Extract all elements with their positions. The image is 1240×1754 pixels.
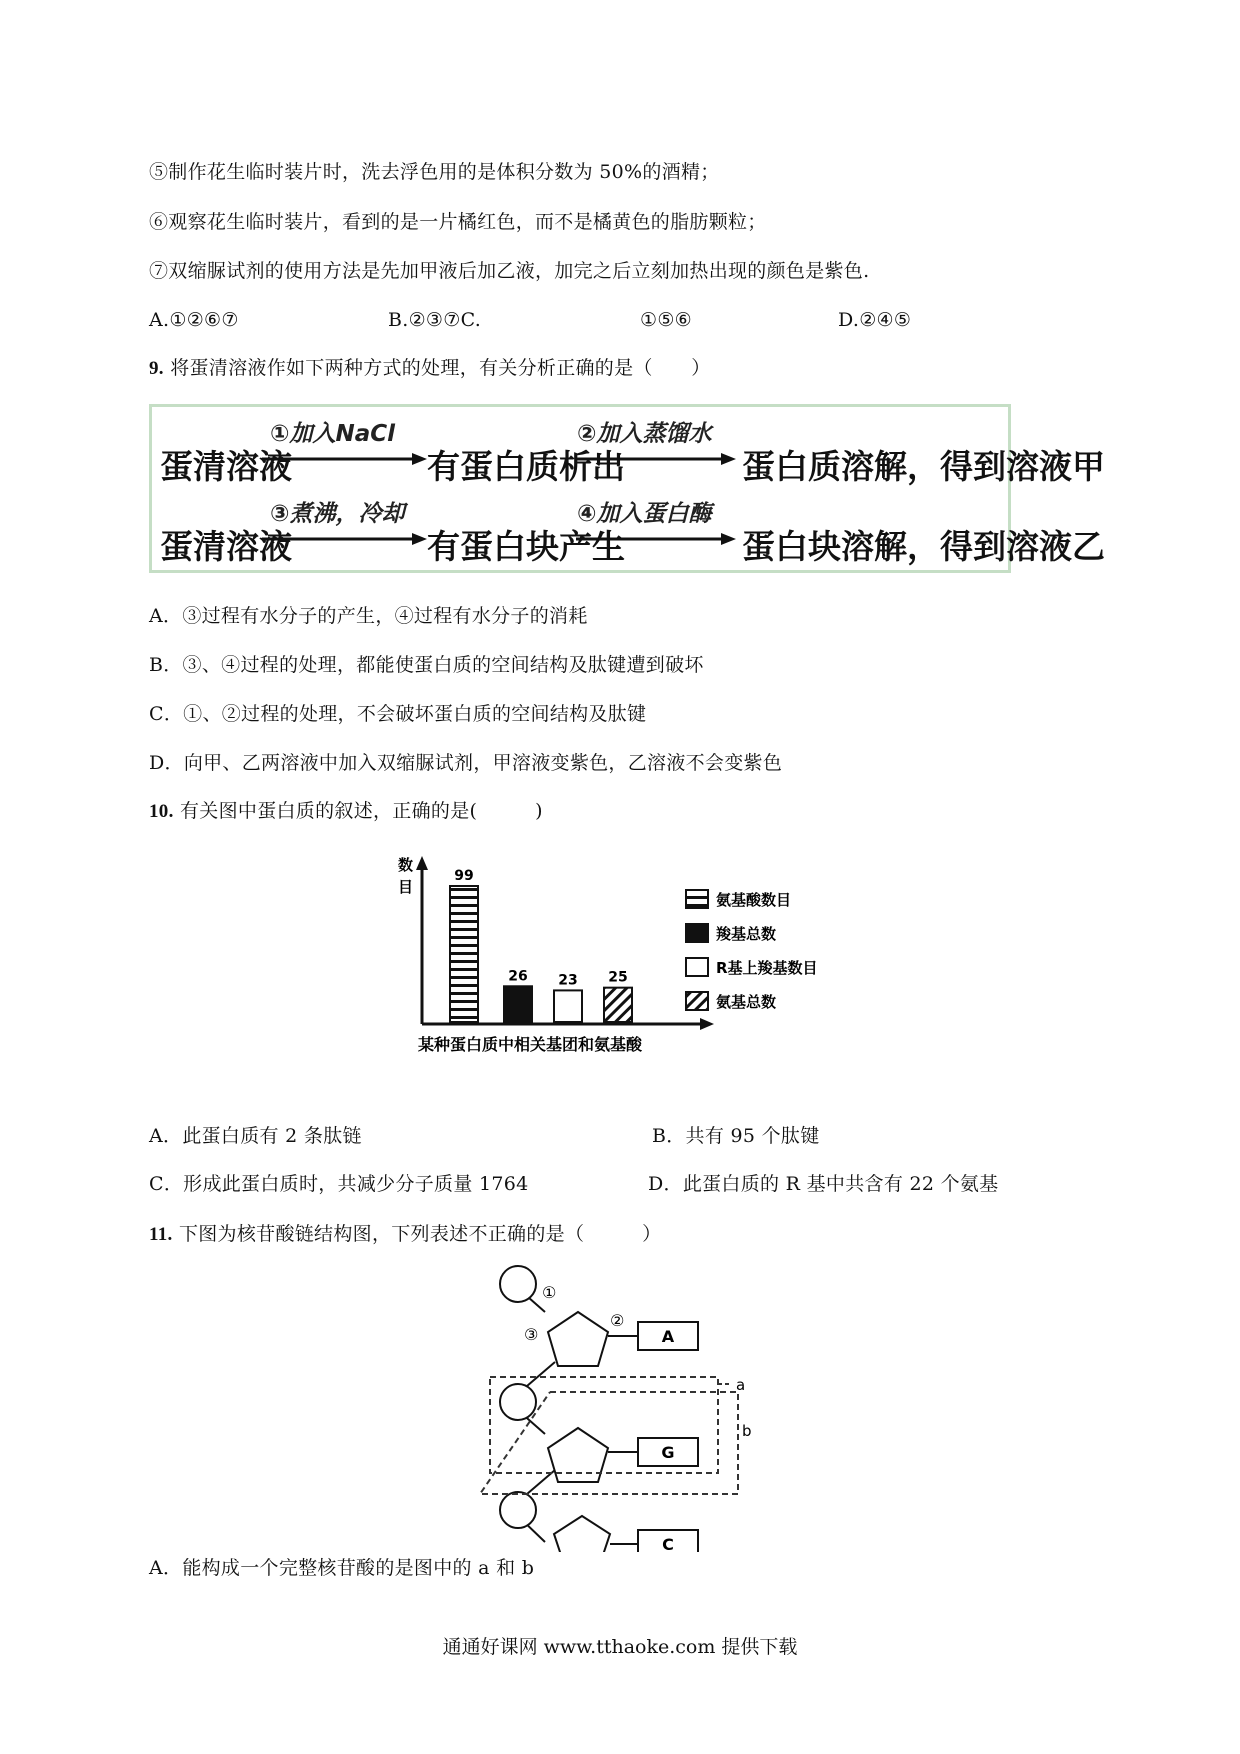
nucleotide-chain-diagram xyxy=(460,1262,780,1552)
q8-item-5: ⑤制作花生临时装片时，洗去浮色用的是体积分数为 50%的酒精； xyxy=(149,161,720,183)
legend-swatch-3 xyxy=(686,958,708,976)
flow-row2-step2: ④加入蛋白酶 xyxy=(577,501,712,527)
q10-option-a: A．此蛋白质有 2 条肽链 xyxy=(149,1125,362,1147)
q8-item-6: ⑥观察花生临时装片，看到的是一片橘红色，而不是橘黄色的脂肪颗粒； xyxy=(149,211,767,233)
legend-swatch-1 xyxy=(686,890,708,908)
box-label-b: b xyxy=(742,1422,752,1440)
bond-label-2: ② xyxy=(610,1311,625,1330)
bar-value-label-1: 99 xyxy=(454,868,474,884)
y-axis-arrow xyxy=(416,856,428,870)
q9-option-c: C．①、②过程的处理，不会破坏蛋白质的空间结构及肽键 xyxy=(149,703,647,725)
legend-label-2: 羧基总数 xyxy=(716,925,777,943)
q9-option-a: A．③过程有水分子的产生，④过程有水分子的消耗 xyxy=(149,605,588,627)
legend-label-1: 氨基酸数目 xyxy=(716,891,792,909)
legend-swatch-4 xyxy=(686,992,708,1010)
q11-option-a: A．能构成一个完整核苷酸的是图中的 a 和 b xyxy=(149,1557,535,1579)
bar-4 xyxy=(604,988,632,1022)
q10-bar-chart xyxy=(380,848,880,1058)
flow-row2-mid: 有蛋白块产生 xyxy=(427,527,625,566)
q9-stem-text: 将蛋清溶液作如下两种方式的处理，有关分析正确的是（ ） xyxy=(170,357,711,379)
q10-number: 10. xyxy=(149,801,174,822)
flow-row1-end: 蛋白质溶解，得到溶液甲 xyxy=(742,447,1105,486)
legend-label-4: 氨基总数 xyxy=(716,993,777,1011)
bar-value-label-2: 26 xyxy=(508,968,528,985)
flow-row2-start: 蛋清溶液 xyxy=(160,527,292,566)
q9-option-d: D．向甲、乙两溶液中加入双缩脲试剂，甲溶液变紫色，乙溶液不会变紫色 xyxy=(149,752,783,774)
q11-stem-text: 下图为核苷酸链结构图，下列表述不正确的是（ ） xyxy=(178,1223,662,1245)
bar-value-label-3: 23 xyxy=(558,972,578,989)
y-axis-label-2: 目 xyxy=(398,878,414,896)
flow-row2-end: 蛋白块溶解，得到溶液乙 xyxy=(742,527,1105,566)
q8-item-7: ⑦双缩脲试剂的使用方法是先加甲液后加乙液，加完之后立刻加热出现的颜色是紫色. xyxy=(149,260,870,282)
q10-option-c: C．形成此蛋白质时，共减少分子质量 1764 xyxy=(149,1173,529,1195)
bar-3 xyxy=(554,990,582,1022)
q9-option-b: B．③、④过程的处理，都能使蛋白质的空间结构及肽键遭到破坏 xyxy=(149,654,704,676)
flow-row1-step1: ①加入NaCl xyxy=(270,421,396,447)
pentose-1 xyxy=(548,1312,608,1366)
pentose-3 xyxy=(554,1516,610,1552)
q11-stem xyxy=(149,1222,661,1247)
legend-swatch-2 xyxy=(686,924,708,942)
bond-label-1: ① xyxy=(542,1283,557,1302)
q11-number: 11. xyxy=(149,1224,173,1245)
bar-2 xyxy=(504,986,532,1022)
q8-option-c: ①⑤⑥ xyxy=(640,309,692,331)
page-footer: 通通好课网 www.tthaoke.com 提供下载 xyxy=(442,1636,798,1658)
flow-row2-arrow1 xyxy=(262,531,427,547)
flow-row2-step1: ③煮沸，冷却 xyxy=(270,501,405,527)
flow-row1-arrow1 xyxy=(262,451,427,467)
bar-value-label-4: 25 xyxy=(608,969,628,986)
q8-option-b: B.②③⑦C. xyxy=(388,309,482,331)
q8-option-a: A.①②⑥⑦ xyxy=(149,309,239,331)
q9-flow-diagram xyxy=(149,404,1105,573)
x-axis-arrow xyxy=(700,1018,714,1030)
flow-row1-step2: ②加入蒸馏水 xyxy=(577,421,712,447)
base-label-c: C xyxy=(662,1535,674,1552)
q10-option-b: B．共有 95 个肽键 xyxy=(652,1125,820,1147)
phosphate-circle-1 xyxy=(500,1266,536,1302)
x-axis-label: 某种蛋白质中相关基团和氨基酸 xyxy=(418,1035,643,1054)
phosphate-circle-3 xyxy=(500,1492,536,1528)
base-label-a: A xyxy=(661,1327,675,1346)
base-label-g: G xyxy=(661,1443,675,1462)
q10-stem xyxy=(149,799,543,824)
q9-stem xyxy=(149,356,711,381)
box-label-a: a xyxy=(736,1376,746,1394)
q9-number: 9. xyxy=(149,358,164,379)
q10-option-d: D．此蛋白质的 R 基中共含有 22 个氨基 xyxy=(648,1173,999,1195)
q10-stem-text: 有关图中蛋白质的叙述，正确的是( ) xyxy=(180,800,543,822)
flow-row1-start: 蛋清溶液 xyxy=(160,447,292,486)
y-axis-label-1: 数 xyxy=(398,856,414,874)
q8-option-d: D.②④⑤ xyxy=(838,309,912,331)
phosphate-circle-2 xyxy=(500,1384,536,1420)
flow-row2-arrow2 xyxy=(576,531,736,547)
flow-row1-mid: 有蛋白质析出 xyxy=(427,447,625,486)
bar-1 xyxy=(450,886,478,1022)
flow-row1-arrow2 xyxy=(576,451,736,467)
bond-label-3: ③ xyxy=(524,1325,539,1344)
legend-label-3: R基上羧基数目 xyxy=(716,959,818,977)
